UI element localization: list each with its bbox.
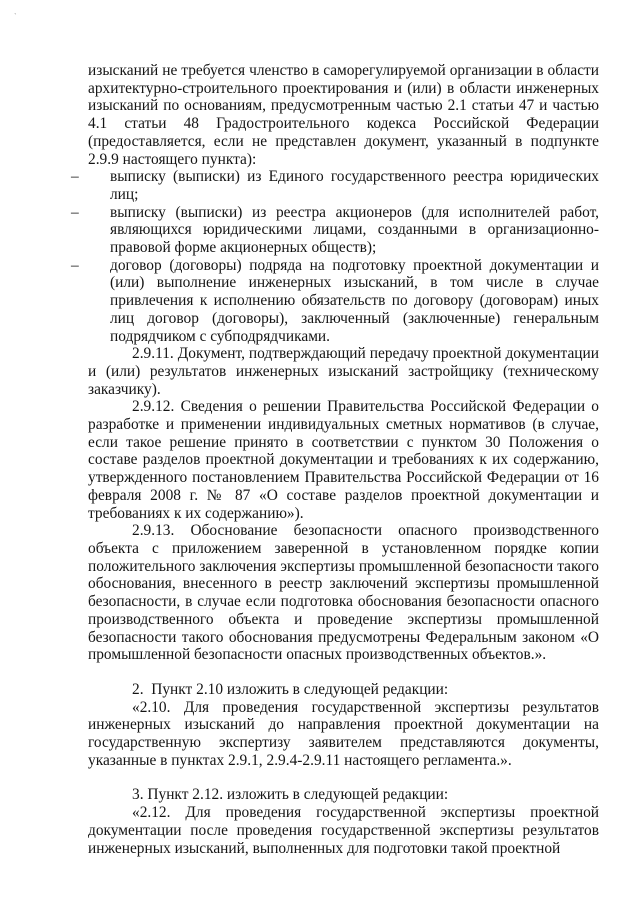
item-3-heading: 3. Пункт 2.12. изложить в следующей редакции: <box>132 786 449 804</box>
spacer <box>88 769 599 786</box>
document-list <box>71 168 599 345</box>
list-item-text: выписку (выписки) из Единого государственного реестра юридических лиц; <box>110 168 599 203</box>
clause-2-9-11: 2.9.11. Документ, подтверждающий передачу проектной документации и (или) результатов инженерных изысканий застройщику (техническому заказчику). <box>88 345 599 398</box>
item-2-text: «2.10. Для проведения государственной экспертизы результатов инженерных изысканий до направления проектной документации на государственную экспертизу заявителем представляются документы, указанные в пунктах 2.9.1, 2.9.4-2.9.11 настоящего регламента.». <box>88 698 599 769</box>
clause-2-9-12: 2.9.12. Сведения о решении Правительства Российской Федерации о разработке и применении индивидуальных сметных нормативов (в случае, если такое решение принято в соответствии с пунктом 30 Положения о составе разделов проектной документации и требованиях к их содержанию, утвержденного постановлением Правительства Российской Федерации от 16 февраля 2008 г. № 87 «О составе разделов проектной документации и требованиях к их содержанию»). <box>88 398 599 522</box>
corner-mark: ` <box>14 12 17 21</box>
list-item <box>71 168 599 203</box>
intro-paragraph: изысканий не требуется членство в саморегулируемой организации в области архитектурно-строительного проектирования и (или) в области инженерных изысканий по основаниям, предусмотренным частью 2.1 статьи 47 и частью 4.1 статьи 48 Градостроительного кодекса Российской Федерации (предоставляется, если не представлен документ, указанный в подпункте 2.9.9 настоящего пункта): <box>88 62 599 168</box>
list-item <box>71 203 599 257</box>
item-2-heading: 2. Пункт 2.10 изложить в следующей редакции: <box>132 680 449 698</box>
list-item <box>71 256 599 346</box>
dash-marker: – <box>71 168 79 186</box>
dash-marker: – <box>71 203 79 221</box>
list-item-text: выписку (выписки) из реестра акционеров (для исполнителей работ, являющихся юридическими лицами, созданными в организационно-правовой форме акционерных обществ); <box>110 203 599 257</box>
item-3-text: «2.12. Для проведения государственной экспертизы проектной документации после проведения государственной экспертизы результатов инженерных изысканий, выполненных для подготовки такой проектной <box>88 804 599 857</box>
document-page <box>71 62 599 857</box>
list-item-text: договор (договоры) подряда на подготовку проектной документации и (или) выполнение инженерных изысканий, в том числе в случае привлечения к исполнению обязательств по договору (договорам) иных лиц договор (договоры), заключенный (заключенные) генеральным подрядчиком с субподрядчиками. <box>110 256 599 345</box>
dash-marker: – <box>71 256 79 274</box>
clause-2-9-13: 2.9.13. Обоснование безопасности опасного производственного объекта с приложением заверенной в установленном порядке копии положительного заключения экспертизы промышленной безопасности такого обоснования, внесенного в реестр заключений экспертизы промышленной безопасности, в случае если подготовка обоснования безопасности опасного производственного объекта и проведение экспертизы промышленной безопасности такого обоснования предусмотрены Федеральным законом «О промышленной безопасности опасных производственных объектов.». <box>88 522 599 664</box>
spacer <box>88 664 599 681</box>
